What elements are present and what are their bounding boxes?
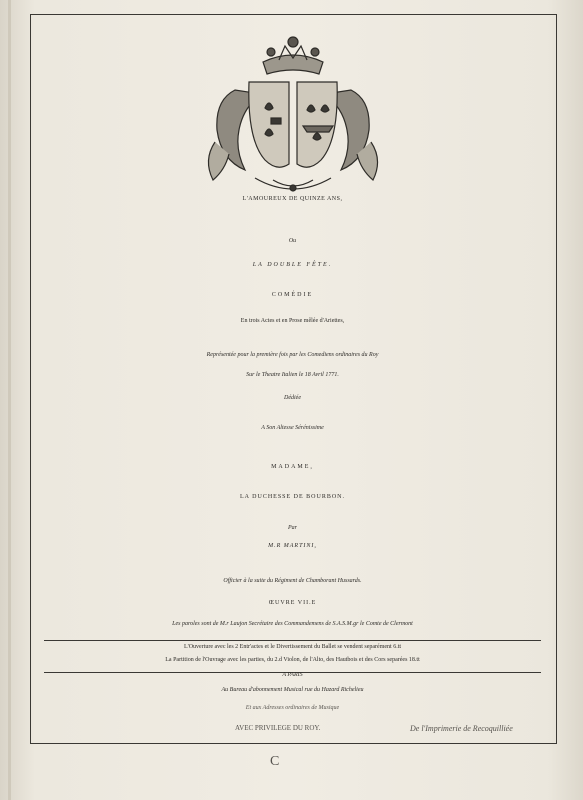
other-addresses: Et aux Adresses ordinaires de Musique (245, 705, 340, 711)
alternate-title: LA DOUBLE FÊTE. (252, 262, 333, 268)
coat-of-arms-engraving (195, 30, 391, 200)
title-conjunction: Ou (288, 238, 297, 244)
privilege-note: AVEC PRIVILEGE DU ROY. (235, 724, 321, 732)
premiere-line-2: Sur le Theatre Italien le 18 Avril 1771. (246, 372, 339, 378)
printer-note: De l'Imprimerie de Recoquilliée (410, 724, 513, 733)
work-description: En trois Actes et en Prose mêlée d'Ariettes, (240, 318, 345, 324)
work-title: L'AMOUREUX DE QUINZE ANS, (242, 196, 343, 202)
premiere-line-1: Représentée pour la première fois par les Comediens ordinaires du Roy (206, 352, 379, 358)
librettist-credit: Les paroles sont de M.r Laujon Secrétaire des Commandemens de S.A.S.M.gr le Comte de Clermont (172, 621, 413, 627)
page-number: C (270, 754, 280, 769)
page-gutter (8, 0, 11, 800)
price-partition: La Partition de l'Ouvrage avec les parties, du 2.d Violon, de l'Alto, des Hautbois et des Cors separées 18.tt (165, 657, 420, 663)
composer-name: M.R MARTINI, (268, 543, 317, 549)
price-ouverture: L'Ouverture avec les 2 Entr'actes et le Divertissement du Ballet se vendent separément 6.tt (183, 644, 402, 650)
by-label: Par (288, 525, 297, 531)
dedication-recipient: A Son Altesse Sérénissime (261, 425, 324, 431)
publisher-city: A PARIS (282, 672, 303, 678)
publisher-address: Au Bureau d'abonnement Musical rue du Hazard Richelieu (221, 687, 364, 693)
dedicatee-title: MADAME, (271, 464, 314, 470)
dedicatee-name: LA DUCHESSE DE BOURBON. (239, 494, 345, 500)
divider-top (44, 640, 541, 641)
genre-label: COMÉDIE (271, 292, 314, 298)
opus-number: ŒUVRE VII.E (268, 600, 317, 606)
composer-rank: Officier à la suite du Régiment de Chamborant Hussards. (223, 578, 362, 584)
dedication-heading: Dédiée (284, 395, 301, 401)
